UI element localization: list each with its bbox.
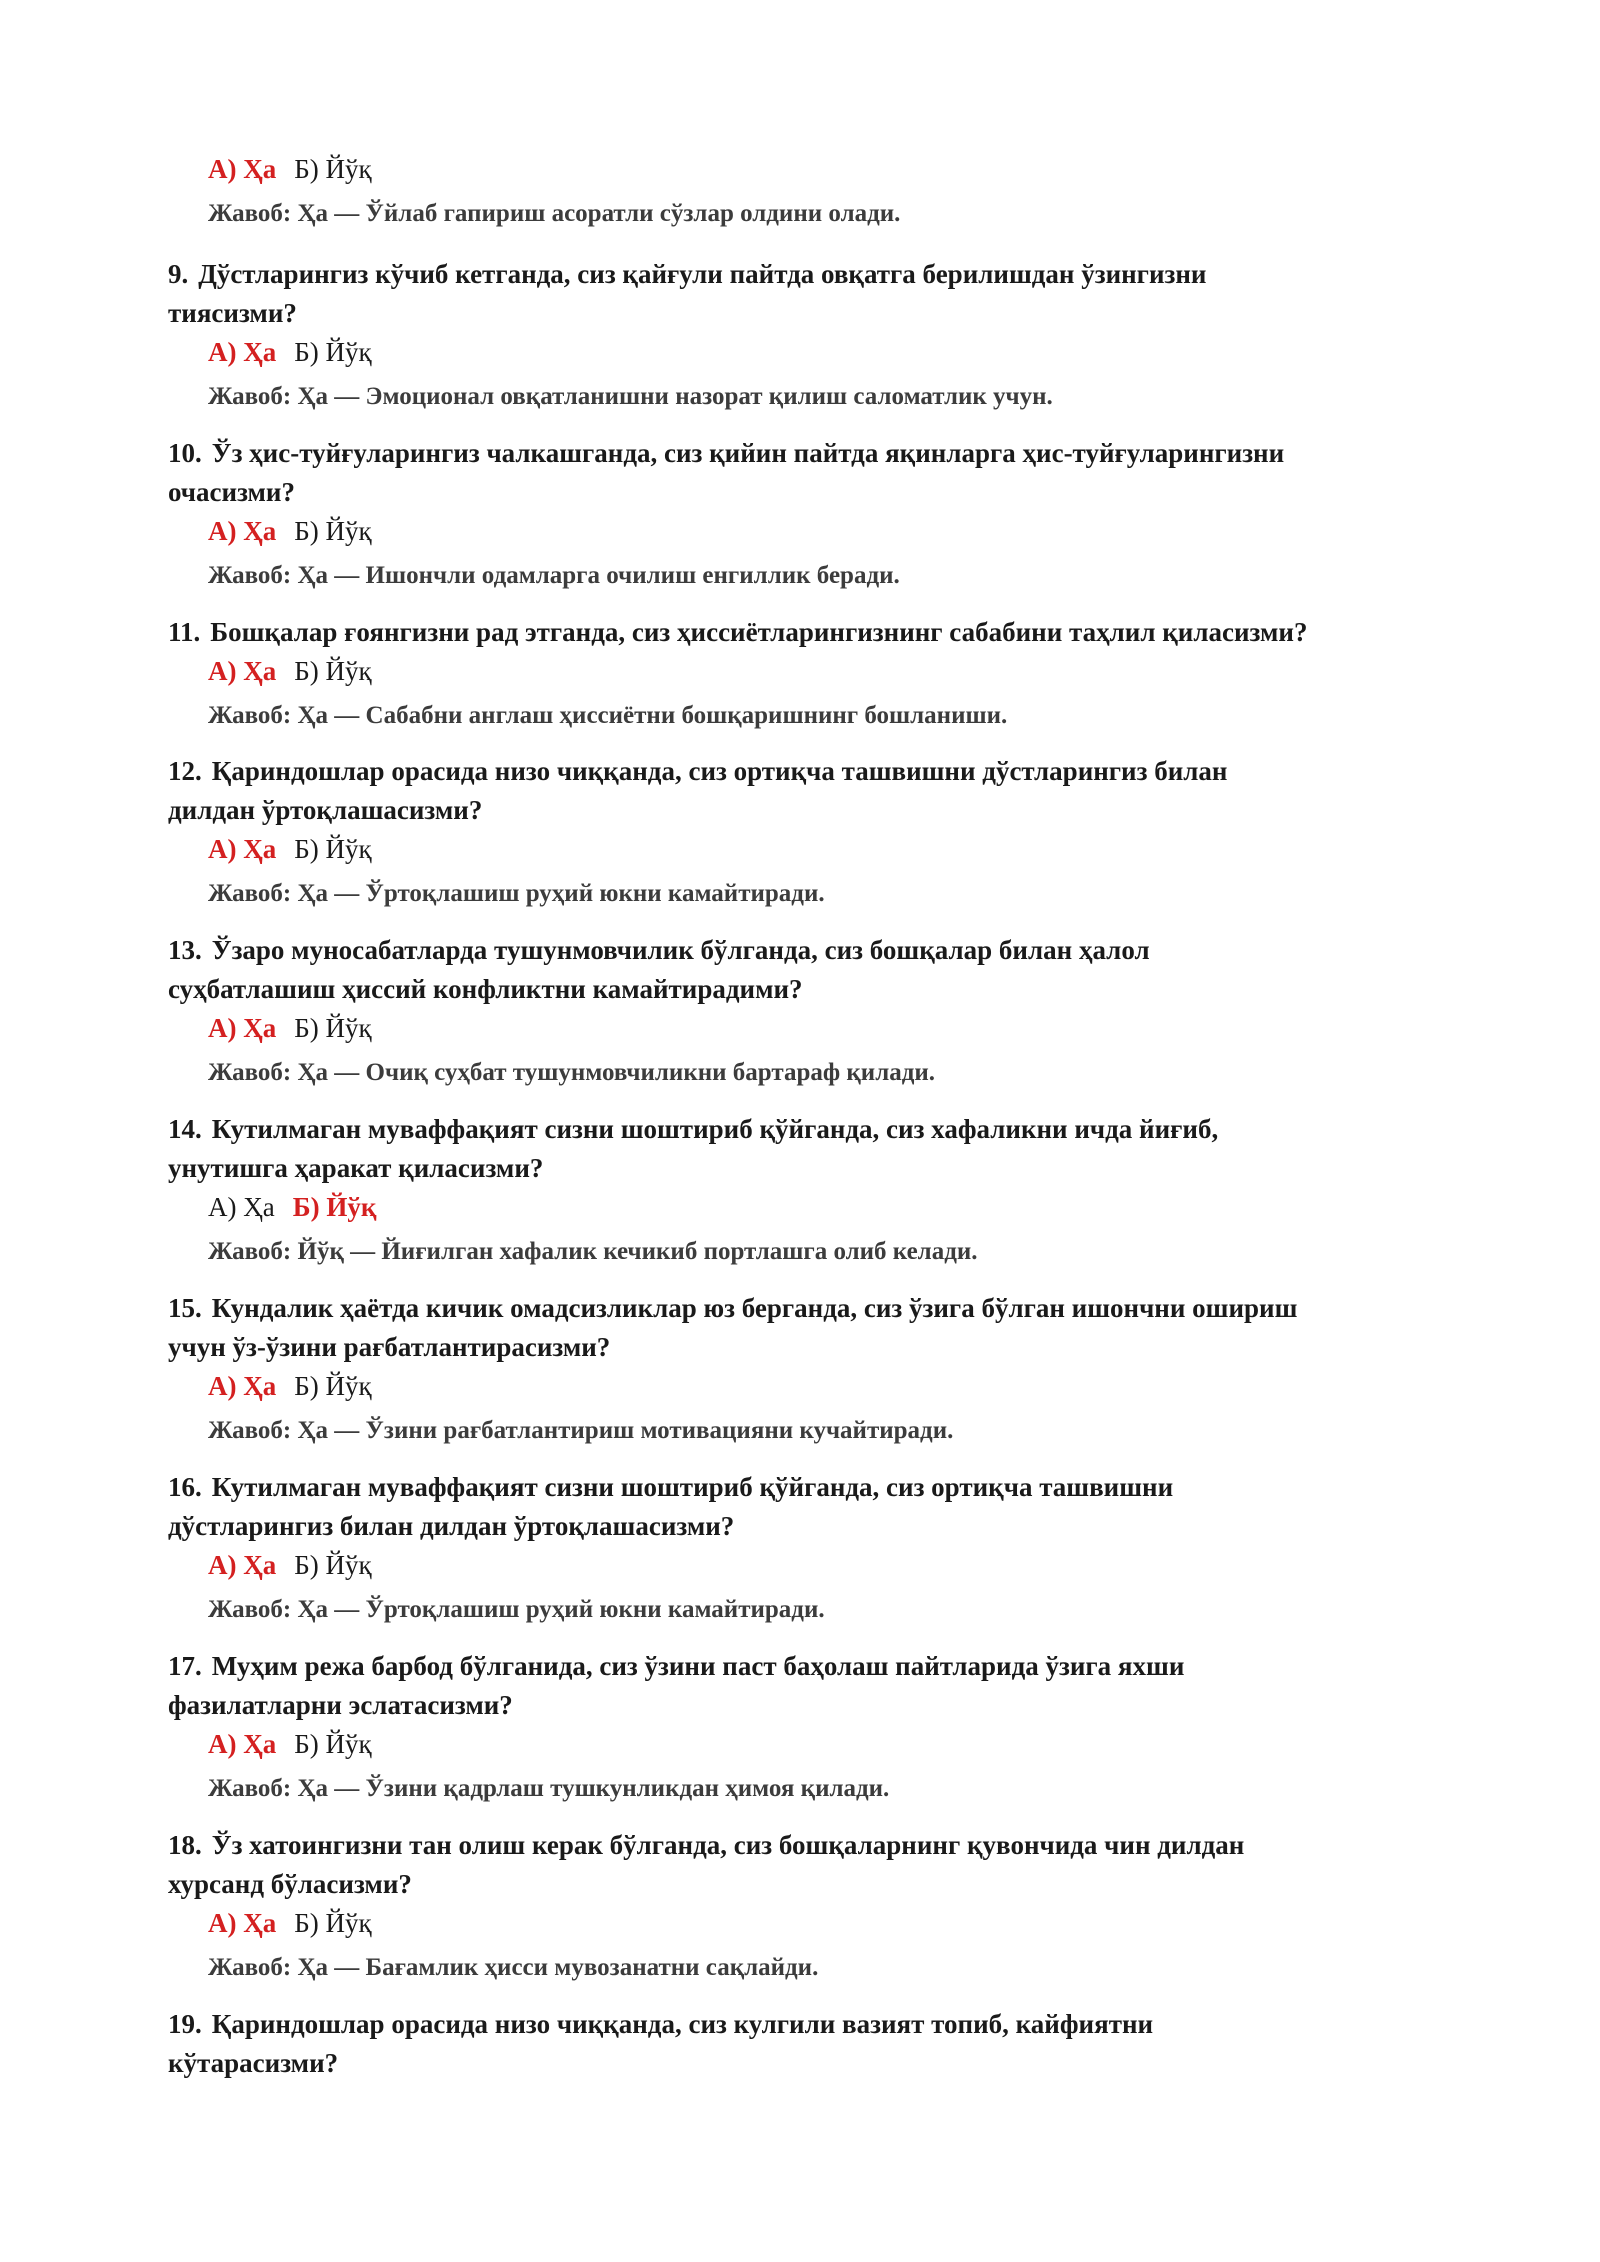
option-no[interactable]: Б) Йўқ: [294, 1908, 372, 1938]
question-line-text: Бошқалар ғоянгизни рад этганда, сиз ҳиссиётларингизнинг сабабини таҳлил қиласизми?: [210, 617, 1308, 647]
answer-options: [208, 652, 390, 691]
option-no[interactable]: Б) Йўқ: [294, 1550, 372, 1580]
option-yes[interactable]: А) Ҳа: [208, 1192, 275, 1222]
question-line-text: учун ўз-ўзини рағбатлантирасизми?: [168, 1332, 611, 1362]
question-line-text: Муҳим режа барбод бўлганида, сиз ўзини паст баҳолаш пайтларида ўзига яхши: [211, 1651, 1185, 1681]
answer-explanation: Жавоб: Ҳа — Сабабни англаш ҳиссиётни бошқаришнинг бошланиши.: [208, 702, 1008, 729]
question-line: [168, 1149, 1448, 1188]
option-no[interactable]: Б) Йўқ: [294, 337, 372, 367]
question-line: [168, 613, 1448, 652]
option-yes[interactable]: А) Ҳа: [208, 1908, 277, 1938]
answer-options: [208, 150, 390, 189]
question-number: 14.: [168, 1114, 202, 1144]
option-yes[interactable]: А) Ҳа: [208, 656, 277, 686]
option-yes[interactable]: А) Ҳа: [208, 1013, 277, 1043]
option-yes[interactable]: А) Ҳа: [208, 337, 277, 367]
question-line: [168, 1110, 1448, 1149]
question-line: [168, 970, 1448, 1009]
question-line: [168, 931, 1448, 970]
question-line-text: унутишга ҳаракат қиласизми?: [168, 1153, 544, 1183]
question-line-text: Дўстларингиз кўчиб кетганда, сиз қайғули пайтда овқатга берилишдан ўзингизни: [198, 259, 1207, 289]
question-text: [168, 752, 1448, 830]
question-number: 13.: [168, 935, 202, 965]
question-line-text: Ўз ҳис-туйғуларингиз чалкашганда, сиз қийин пайтда яқинларга ҳис-туйғуларингизни: [211, 438, 1285, 468]
question-line: [168, 2044, 1448, 2083]
question-number: 17.: [168, 1651, 202, 1681]
question-line-text: дўстларингиз билан дилдан ўртоқлашасизми?: [168, 1511, 735, 1541]
answer-explanation: Жавоб: Йўқ — Йиғилган хафалик кечикиб портлашга олиб келади.: [208, 1238, 978, 1265]
option-no[interactable]: Б) Йўқ: [294, 516, 372, 546]
question-text: [168, 1289, 1448, 1367]
question-line-text: фазилатларни эслатасизми?: [168, 1690, 513, 1720]
question-line: [168, 2005, 1448, 2044]
question-number: 10.: [168, 438, 202, 468]
option-yes[interactable]: А) Ҳа: [208, 1729, 277, 1759]
option-no[interactable]: Б) Йўқ: [294, 1371, 372, 1401]
answer-options: [208, 1904, 390, 1943]
question-text: [168, 1647, 1448, 1725]
answer-explanation: Жавоб: Ҳа — Ўзини рағбатлантириш мотивацияни кучайтиради.: [208, 1417, 954, 1444]
answer-options: [208, 512, 390, 551]
answer-explanation: Жавоб: Ҳа — Эмоционал овқатланишни назорат қилиш саломатлик учун.: [208, 383, 1053, 410]
question-number: 15.: [168, 1293, 202, 1323]
question-line: [168, 473, 1448, 512]
question-line-text: Қариндошлар орасида низо чиққанда, сиз кулгили вазият топиб, кайфиятни: [211, 2009, 1154, 2039]
question-line-text: Кундалик ҳаётда кичик омадсизликлар юз берганда, сиз ўзига бўлган ишончни ошириш: [211, 1293, 1298, 1323]
question-number: 18.: [168, 1830, 202, 1860]
question-line: [168, 1289, 1448, 1328]
answer-explanation: Жавоб: Ҳа — Ишончли одамларга очилиш енгиллик беради.: [208, 562, 900, 589]
option-yes[interactable]: А) Ҳа: [208, 1371, 277, 1401]
question-line: [168, 791, 1448, 830]
question-text: [168, 2005, 1448, 2083]
question-number: 9.: [168, 259, 189, 289]
question-number: 16.: [168, 1472, 202, 1502]
option-no[interactable]: Б) Йўқ: [292, 1192, 377, 1222]
question-line-text: Қариндошлар орасида низо чиққанда, сиз ортиқча ташвишни дўстларингиз билан: [211, 756, 1228, 786]
question-line-text: суҳбатлашиш ҳиссий конфликтни камайтирадими?: [168, 974, 803, 1004]
question-line: [168, 255, 1448, 294]
question-number: 11.: [168, 617, 201, 647]
question-line-text: Кутилмаган муваффақият сизни шоштириб қўйганда, сиз ортиқча ташвишни: [211, 1472, 1174, 1502]
question-text: [168, 613, 1448, 652]
question-line-text: очасизми?: [168, 477, 295, 507]
option-no[interactable]: Б) Йўқ: [294, 656, 372, 686]
question-line: [168, 1826, 1448, 1865]
question-text: [168, 1826, 1448, 1904]
answer-explanation: Жавоб: Ҳа — Ўртоқлашиш руҳий юкни камайтиради.: [208, 1596, 825, 1623]
question-line: [168, 1507, 1448, 1546]
question-line-text: Ўз хатоингизни тан олиш керак бўлганда, сиз бошқаларнинг қувончида чин дилдан: [211, 1830, 1245, 1860]
answer-explanation: Жавоб: Ҳа — Ўртоқлашиш руҳий юкни камайтиради.: [208, 880, 825, 907]
question-text: [168, 255, 1448, 333]
answer-options: [208, 1367, 390, 1406]
question-line: [168, 1686, 1448, 1725]
question-text: [168, 1468, 1448, 1546]
question-line: [168, 434, 1448, 473]
answer-explanation: Жавоб: Ҳа — Бағамлик ҳисси мувозанатни сақлайди.: [208, 1954, 819, 1981]
question-text: [168, 1110, 1448, 1188]
question-line-text: тиясизми?: [168, 298, 297, 328]
question-line-text: хурсанд бўласизми?: [168, 1869, 412, 1899]
answer-options: [208, 1009, 390, 1048]
option-yes[interactable]: А) Ҳа: [208, 516, 277, 546]
question-text: [168, 434, 1448, 512]
answer-explanation: Жавоб: Ҳа — Очиқ суҳбат тушунмовчиликни бартараф қилади.: [208, 1059, 936, 1086]
option-no[interactable]: Б) Йўқ: [294, 1013, 372, 1043]
option-yes[interactable]: А) Ҳа: [208, 1550, 277, 1580]
answer-options: [208, 1188, 394, 1227]
question-line: [168, 752, 1448, 791]
question-number: 19.: [168, 2009, 202, 2039]
question-line-text: Кутилмаган муваффақият сизни шоштириб қўйганда, сиз хафаликни ичда йиғиб,: [211, 1114, 1219, 1144]
answer-explanation: Жавоб: Ҳа — Ўзини қадрлаш тушкунликдан ҳимоя қилади.: [208, 1775, 890, 1802]
question-text: [168, 931, 1448, 1009]
answer-options: [208, 333, 390, 372]
question-line-text: кўтарасизми?: [168, 2048, 339, 2078]
question-line: [168, 294, 1448, 333]
question-line: [168, 1328, 1448, 1367]
option-yes[interactable]: А) Ҳа: [208, 154, 277, 184]
answer-options: [208, 1725, 390, 1764]
option-no[interactable]: Б) Йўқ: [294, 154, 372, 184]
question-line-text: Ўзаро муносабатларда тушунмовчилик бўлганда, сиз бошқалар билан ҳалол: [211, 935, 1150, 965]
option-no[interactable]: Б) Йўқ: [294, 834, 372, 864]
question-line: [168, 1647, 1448, 1686]
answer-explanation: Жавоб: Ҳа — Ўйлаб гапириш асоратли сўзлар олдини олади.: [208, 200, 901, 227]
answer-options: [208, 830, 390, 869]
question-line: [168, 1468, 1448, 1507]
question-line-text: дилдан ўртоқлашасизми?: [168, 795, 483, 825]
option-yes[interactable]: А) Ҳа: [208, 834, 277, 864]
question-line: [168, 1865, 1448, 1904]
option-no[interactable]: Б) Йўқ: [294, 1729, 372, 1759]
answer-options: [208, 1546, 390, 1585]
question-number: 12.: [168, 756, 202, 786]
